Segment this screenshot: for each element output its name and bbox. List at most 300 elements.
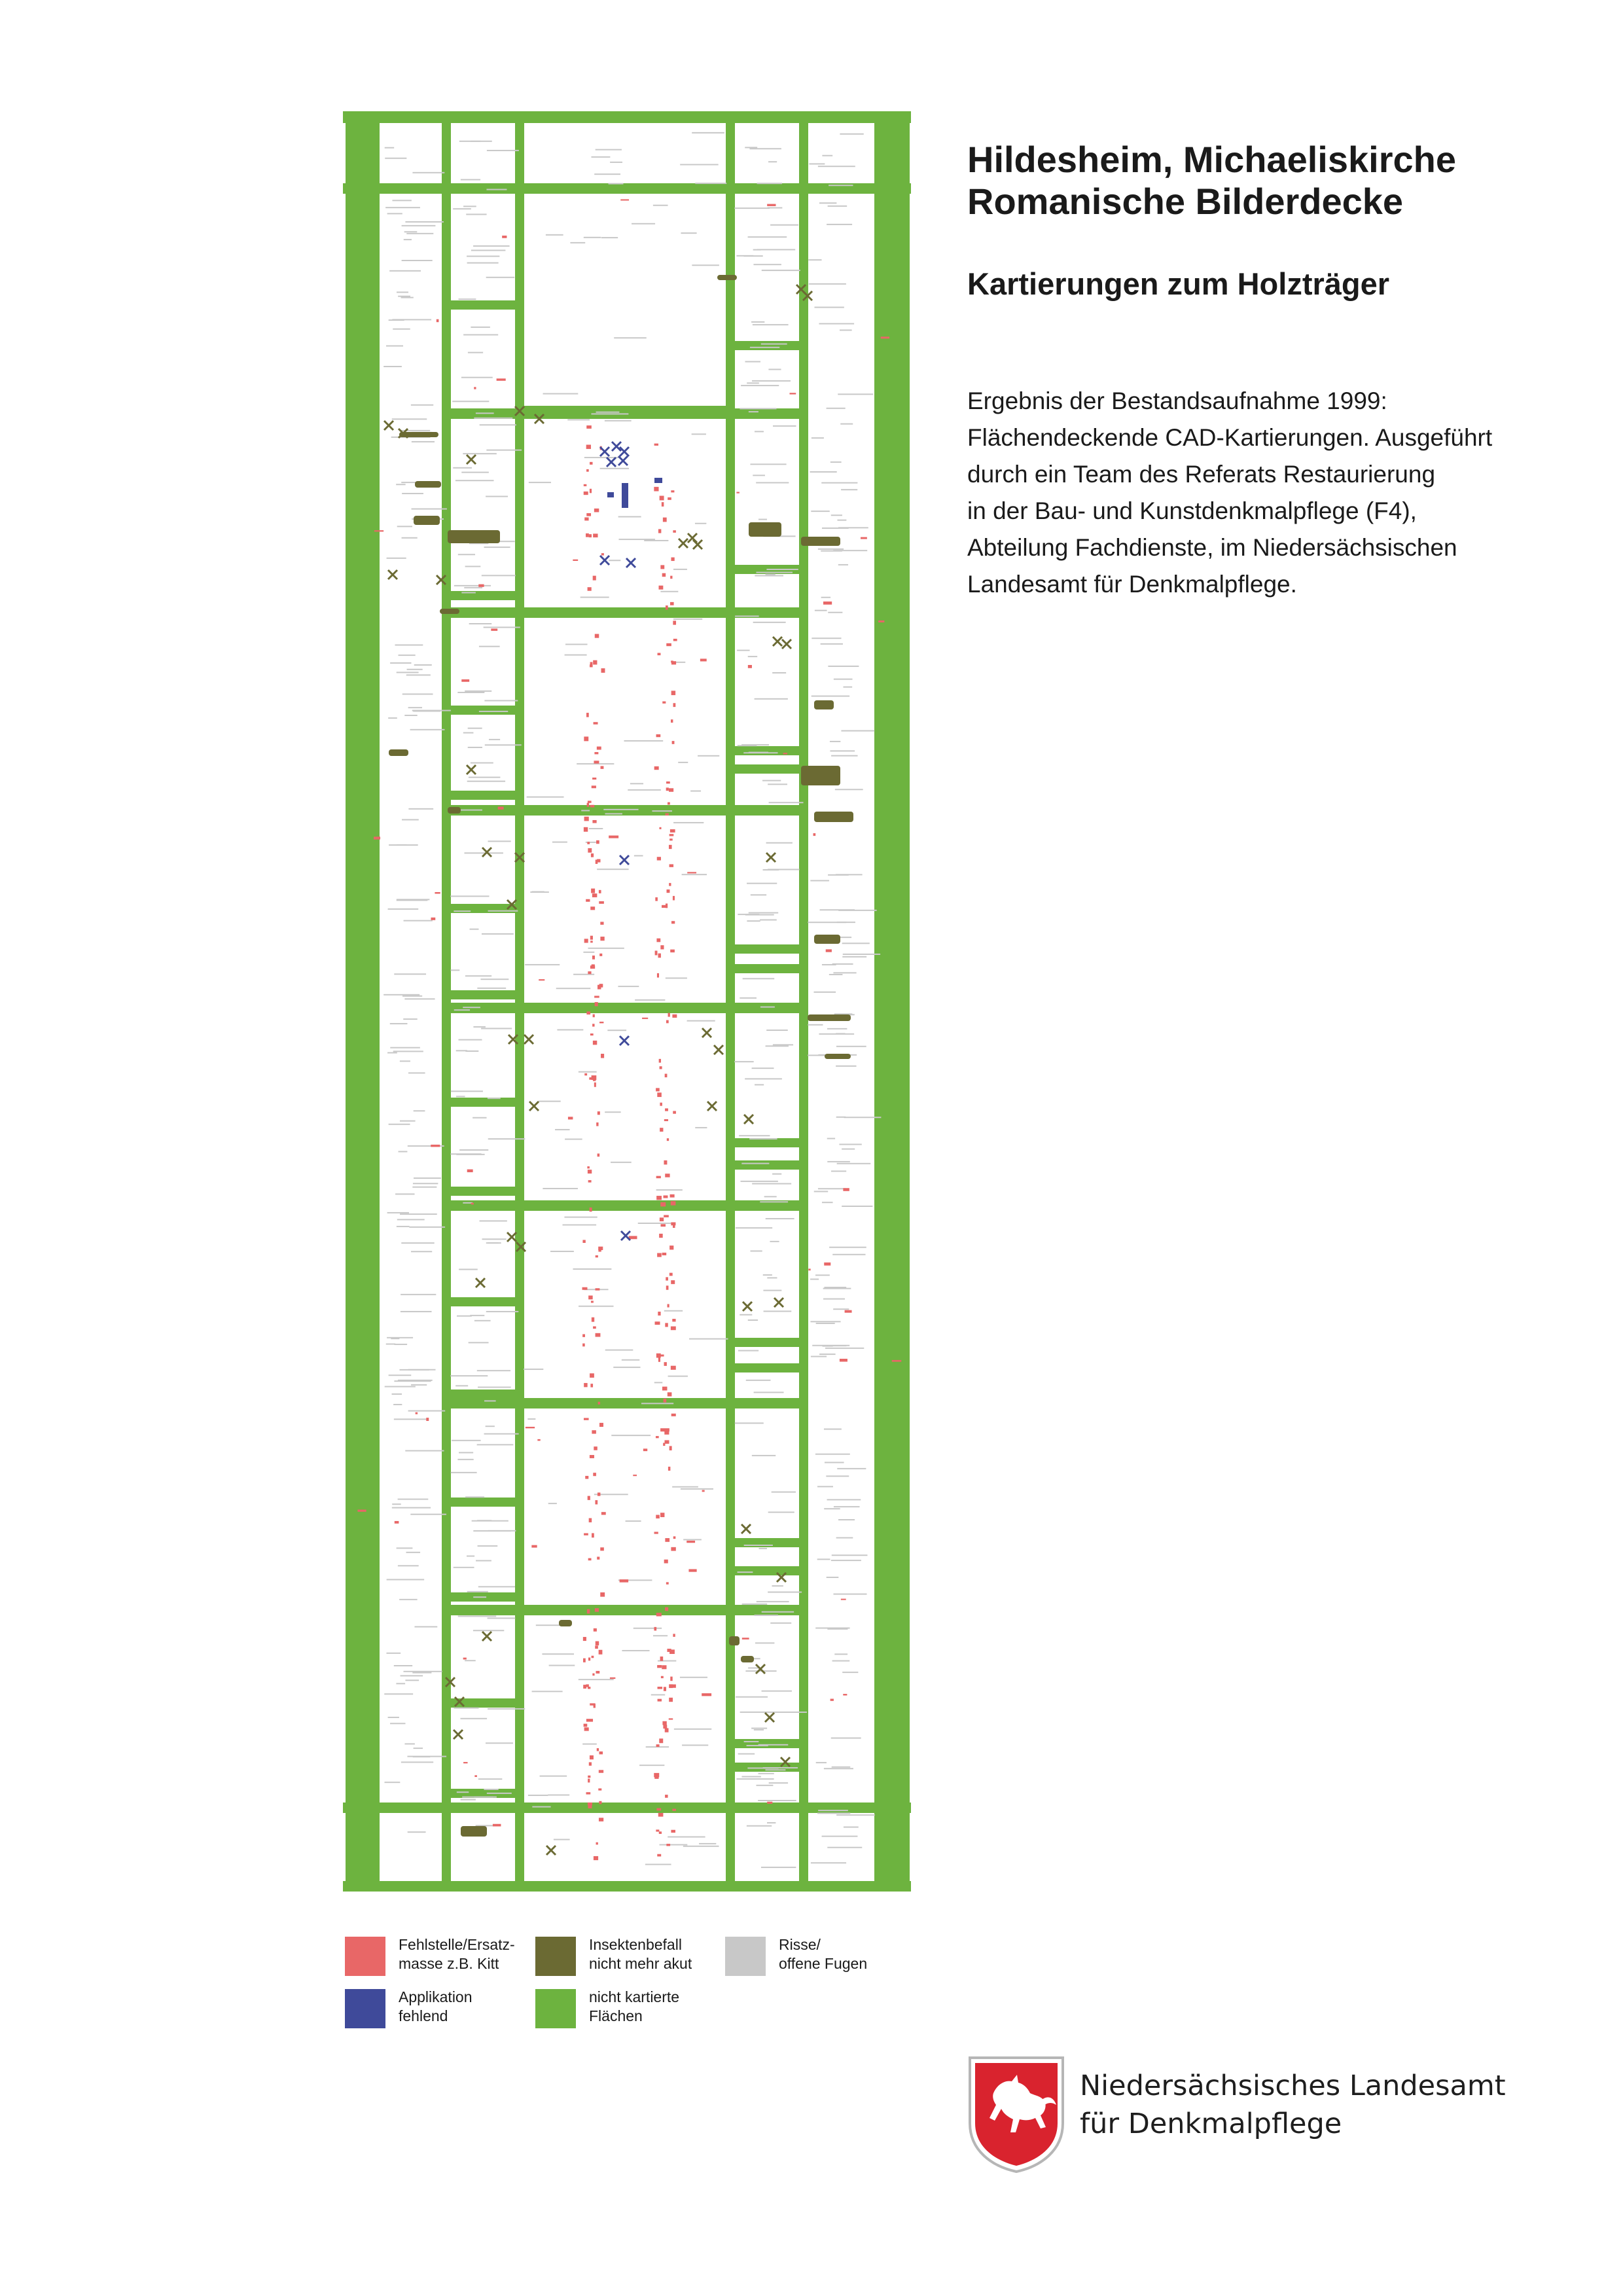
frame-bar: [730, 1363, 804, 1372]
loss-mark: [599, 890, 601, 893]
loss-mark: [841, 1599, 846, 1600]
crack-line: [397, 1547, 413, 1549]
crack-line: [549, 1665, 575, 1666]
crack-line: [822, 1202, 833, 1203]
crack-line: [474, 1320, 491, 1321]
crack-line: [548, 1503, 557, 1504]
crack-line: [632, 223, 655, 224]
loss-mark: [594, 761, 599, 763]
loss-mark: [596, 1842, 598, 1845]
loss-mark: [586, 469, 589, 472]
loss-mark: [845, 1310, 852, 1313]
loss-mark: [830, 1699, 834, 1701]
loss-mark: [688, 1569, 696, 1571]
crack-line: [749, 912, 778, 914]
loss-mark: [597, 1748, 599, 1751]
crack-line: [579, 1306, 614, 1307]
loss-mark: [592, 1533, 594, 1537]
crack-line: [755, 575, 783, 577]
crack-line: [744, 1741, 759, 1742]
crack-line: [755, 1615, 778, 1616]
crack-line: [822, 1836, 858, 1837]
crack-line: [457, 1316, 472, 1317]
crack-line: [678, 762, 688, 763]
crack-line: [836, 1537, 853, 1539]
ceiling-map: [343, 111, 911, 1892]
loss-mark: [590, 965, 595, 969]
crack-line: [565, 1139, 582, 1140]
loss-mark: [671, 660, 673, 662]
loss-mark: [478, 584, 484, 587]
loss-mark: [670, 576, 672, 579]
crack-line: [488, 1708, 525, 1710]
loss-mark: [596, 840, 599, 844]
crack-line: [459, 1268, 478, 1270]
crack-line: [832, 1554, 868, 1556]
frame-bar: [446, 1498, 520, 1507]
loss-mark: [588, 1180, 592, 1182]
loss-mark: [664, 1687, 666, 1691]
loss-mark: [656, 1088, 660, 1091]
legend-label-insect: Insektenbefall nicht mehr akut: [589, 1936, 692, 1972]
crack-line: [831, 1560, 861, 1561]
crack-line: [450, 895, 489, 897]
crack-line: [818, 1188, 846, 1189]
crack-line: [405, 221, 444, 223]
crack-line: [826, 1475, 849, 1477]
loss-mark: [435, 892, 440, 894]
loss-mark: [601, 1512, 606, 1515]
crack-line: [645, 1864, 671, 1865]
crack-line: [484, 547, 510, 548]
loss-mark: [823, 601, 832, 605]
crack-line: [740, 408, 776, 409]
crack-line: [461, 179, 480, 181]
crack-line: [687, 1020, 715, 1022]
lower-saxony-horse-shield-icon: [967, 2055, 1065, 2174]
loss-mark: [656, 1808, 661, 1811]
crack-line: [401, 1761, 433, 1763]
crack-line: [591, 413, 628, 414]
crack-line: [818, 548, 844, 550]
crack-line: [469, 777, 500, 778]
loss-mark: [593, 660, 597, 665]
loss-mark: [660, 1217, 664, 1221]
crack-line: [411, 1251, 432, 1252]
crack-line: [816, 1323, 835, 1324]
crack-line: [739, 1135, 770, 1136]
loss-mark: [666, 781, 670, 783]
loss-mark: [582, 1344, 585, 1347]
crack-line: [816, 1762, 827, 1763]
loss-mark: [660, 1066, 662, 1069]
loss-mark: [673, 1634, 675, 1637]
crack-line: [844, 1117, 882, 1118]
crack-line: [477, 1444, 514, 1445]
loss-mark: [671, 1327, 676, 1331]
crack-line: [811, 511, 829, 512]
loss-mark: [592, 785, 596, 788]
loss-mark: [586, 425, 592, 429]
crack-line: [828, 666, 859, 667]
crack-line: [770, 1623, 791, 1624]
crack-line: [387, 1579, 424, 1580]
crack-line: [819, 323, 854, 325]
crack-line: [656, 1189, 683, 1191]
crack-line: [409, 1227, 445, 1228]
crack-line: [471, 141, 492, 142]
loss-mark: [591, 889, 595, 893]
crack-line: [563, 1224, 597, 1225]
loss-mark: [431, 918, 435, 920]
crack-line: [664, 1310, 683, 1312]
loss-mark: [584, 517, 588, 520]
crack-line: [392, 1393, 402, 1395]
crack-line: [455, 480, 494, 481]
crack-line: [610, 162, 622, 163]
loss-mark: [665, 1607, 668, 1611]
crack-line: [766, 1030, 788, 1031]
loss-mark: [584, 827, 588, 832]
crack-line: [481, 1028, 512, 1029]
loss-mark: [671, 719, 673, 723]
crack-line: [402, 493, 423, 494]
crack-line: [838, 393, 873, 395]
crack-line: [828, 874, 849, 876]
crack-line: [844, 1827, 859, 1828]
crack-line: [772, 1585, 783, 1587]
crack-line: [412, 509, 447, 510]
loss-mark: [656, 1436, 659, 1438]
loss-mark: [594, 752, 598, 754]
crack-line: [404, 920, 433, 922]
crack-line: [489, 739, 500, 740]
frame-bar: [442, 111, 451, 1892]
loss-mark: [668, 497, 671, 500]
loss-mark: [599, 1818, 603, 1821]
crack-line: [468, 747, 482, 748]
crack-line: [414, 1177, 441, 1179]
crack-line: [768, 1592, 802, 1593]
logo-wordmark: [1080, 2067, 1506, 2143]
crack-line: [753, 622, 786, 623]
crack-line: [395, 644, 423, 645]
loss-mark: [826, 949, 832, 952]
crack-line: [758, 1744, 789, 1746]
crack-line: [474, 1797, 493, 1798]
frame-bar: [343, 1881, 911, 1892]
loss-mark: [660, 1202, 666, 1206]
crack-line: [742, 1604, 768, 1605]
crack-line: [451, 1472, 477, 1473]
crack-line: [532, 1806, 550, 1808]
loss-mark: [667, 1649, 671, 1652]
crack-line: [473, 1530, 510, 1532]
loss-mark: [590, 936, 593, 940]
loss-mark: [667, 889, 670, 893]
crack-line: [388, 717, 397, 719]
crack-line: [397, 526, 412, 527]
loss-mark: [491, 628, 497, 630]
crack-line: [639, 1765, 664, 1766]
loss-mark: [599, 1650, 603, 1655]
crack-line: [399, 1599, 417, 1600]
loss-mark: [654, 444, 658, 446]
loss-mark: [660, 1428, 669, 1431]
loss-mark: [586, 444, 591, 448]
crack-line: [842, 1149, 855, 1150]
loss-mark: [531, 1545, 537, 1548]
loss-mark: [668, 1467, 670, 1471]
crack-line: [809, 283, 846, 285]
loss-mark: [587, 1166, 589, 1168]
crack-line: [827, 1161, 850, 1162]
crack-line: [591, 156, 610, 158]
loss-mark: [474, 387, 476, 389]
crack-line: [633, 1628, 662, 1629]
loss-mark: [600, 922, 603, 924]
loss-mark: [665, 1728, 669, 1732]
loss-mark: [657, 973, 659, 978]
frame-bar: [730, 944, 804, 954]
crack-line: [453, 208, 471, 209]
crack-line: [465, 975, 491, 977]
crack-line: [738, 914, 759, 915]
loss-mark: [783, 753, 787, 754]
crack-line: [755, 1084, 764, 1085]
crack-line: [486, 277, 514, 278]
crack-line: [463, 1007, 480, 1008]
loss-mark: [597, 1556, 599, 1559]
crack-line: [390, 1023, 408, 1024]
loss-mark: [610, 1677, 615, 1679]
loss-mark: [471, 1203, 474, 1205]
loss-mark: [595, 1645, 598, 1649]
crack-line: [478, 1545, 498, 1547]
loss-mark: [597, 1492, 600, 1496]
loss-mark: [673, 1536, 676, 1539]
loss-mark: [582, 1334, 585, 1336]
logo-line-2: für Denkmalpflege: [1080, 2108, 1342, 2140]
crack-line: [830, 461, 842, 463]
frame-bar: [726, 111, 735, 1892]
insect-patch: [741, 1656, 754, 1662]
loss-mark: [655, 897, 658, 901]
loss-mark: [584, 1727, 589, 1731]
crack-line: [459, 1452, 473, 1453]
crack-line: [467, 1556, 474, 1557]
loss-mark: [431, 1145, 440, 1147]
crack-line: [735, 1422, 764, 1424]
crack-line: [829, 185, 853, 186]
crack-line: [524, 1369, 543, 1370]
frame-bar: [446, 1200, 804, 1211]
loss-mark: [592, 778, 596, 780]
crack-line: [482, 1238, 507, 1240]
loss-mark: [662, 502, 664, 507]
crack-line: [769, 802, 804, 803]
loss-mark: [666, 814, 669, 816]
loss-mark: [467, 1170, 473, 1172]
crack-line: [393, 1050, 423, 1052]
crack-line: [751, 894, 766, 895]
crack-line: [394, 1418, 427, 1420]
loss-mark: [669, 1446, 672, 1450]
crack-line: [839, 1143, 861, 1145]
crack-line: [401, 1294, 436, 1295]
loss-mark: [584, 736, 588, 741]
crack-line: [471, 250, 505, 251]
crack-line: [601, 237, 618, 238]
loss-mark: [586, 713, 589, 717]
crack-line: [412, 172, 444, 173]
description: [967, 383, 1589, 603]
crack-line: [467, 256, 499, 257]
loss-mark: [671, 1414, 676, 1416]
crack-line: [465, 1660, 476, 1661]
crack-line: [389, 1374, 412, 1376]
crack-line: [815, 1274, 830, 1276]
loss-mark: [667, 1138, 669, 1141]
crack-line: [842, 1206, 872, 1207]
crack-line: [404, 1671, 442, 1672]
crack-line: [453, 467, 472, 469]
crack-line: [674, 1729, 711, 1730]
crack-line: [613, 1367, 640, 1368]
crack-line: [486, 496, 508, 497]
crack-line: [399, 655, 416, 656]
crack-line: [654, 1382, 663, 1383]
loss-mark: [669, 1698, 673, 1702]
loss-mark: [670, 829, 675, 833]
uncharted-frame: [343, 111, 911, 1892]
crack-line: [842, 1672, 858, 1673]
crack-line: [741, 744, 769, 745]
title-line-2: Romanische Bilderdecke: [967, 181, 1404, 222]
loss-mark: [671, 1366, 676, 1370]
loss-mark: [664, 1160, 667, 1164]
crack-line: [451, 969, 460, 971]
insect-patch: [440, 609, 459, 614]
loss-mark: [767, 1802, 772, 1804]
loss-mark: [655, 951, 658, 956]
crack-line: [638, 1223, 671, 1224]
crack-line: [824, 1508, 840, 1509]
crack-line: [770, 1241, 779, 1242]
crack-line: [457, 1791, 469, 1793]
loss-mark: [590, 1703, 595, 1705]
crack-line: [588, 948, 624, 949]
crack-line: [484, 1433, 519, 1435]
frame-bar: [446, 1297, 520, 1306]
crack-line: [564, 1217, 597, 1218]
crack-line: [412, 441, 435, 442]
loss-mark: [673, 896, 675, 901]
loss-mark: [593, 1041, 597, 1045]
loss-mark: [584, 492, 588, 495]
crack-line: [835, 789, 863, 790]
insect-patch: [814, 812, 853, 822]
loss-mark: [592, 1656, 594, 1658]
crack-line: [745, 1078, 782, 1079]
crack-line: [463, 334, 498, 336]
loss-mark: [669, 834, 674, 836]
crack-line: [653, 205, 668, 206]
insect-patch: [814, 935, 840, 944]
crack-line: [838, 564, 848, 565]
crack-line: [757, 183, 783, 184]
crack-line: [821, 597, 830, 598]
crack-line: [396, 484, 405, 485]
frame-bar: [446, 1098, 520, 1107]
insect-patch: [461, 1826, 487, 1837]
crack-line: [609, 560, 620, 561]
loss-mark: [813, 833, 816, 836]
loss-mark: [620, 199, 629, 200]
crack-line: [385, 147, 394, 149]
crack-line: [695, 1127, 707, 1128]
crack-line: [479, 711, 508, 712]
loss-mark: [673, 639, 677, 641]
loss-mark: [666, 605, 668, 609]
crack-line: [465, 691, 491, 692]
loss-mark: [664, 1195, 668, 1198]
loss-mark: [590, 1384, 593, 1387]
crack-line: [478, 1387, 511, 1388]
loss-mark: [654, 1532, 658, 1534]
crack-line: [747, 382, 759, 384]
crack-line: [752, 380, 791, 382]
crack-line: [760, 1201, 788, 1202]
crack-line: [834, 679, 853, 680]
crack-line: [402, 537, 418, 539]
loss-mark: [594, 509, 599, 512]
frame-bar: [343, 183, 911, 194]
crack-line: [736, 1227, 772, 1229]
loss-mark: [662, 905, 666, 908]
crack-line: [808, 259, 821, 260]
loss-mark: [665, 1538, 669, 1542]
crack-line: [402, 260, 433, 261]
crack-line: [525, 964, 560, 965]
frame-bar: [446, 1605, 804, 1615]
crack-line: [750, 347, 779, 348]
crack-line: [530, 891, 549, 893]
loss-mark: [661, 1224, 666, 1227]
crack-line: [681, 232, 696, 234]
crack-line: [467, 262, 499, 264]
loss-mark: [643, 1448, 647, 1451]
loss-mark: [664, 1560, 668, 1564]
loss-mark: [666, 1844, 670, 1846]
crack-line: [463, 453, 496, 454]
crack-line: [389, 270, 421, 272]
crack-line: [385, 158, 406, 159]
loss-mark: [673, 530, 676, 533]
crack-line: [809, 163, 825, 164]
crack-line: [474, 418, 512, 419]
loss-mark: [662, 1387, 667, 1391]
frame-bar: [730, 1338, 804, 1347]
crack-line: [458, 1615, 497, 1617]
crack-line: [391, 1338, 399, 1339]
crack-line: [822, 155, 832, 156]
loss-mark: [656, 734, 661, 737]
loss-mark: [664, 1399, 667, 1403]
insect-patch: [448, 807, 461, 814]
loss-mark: [657, 857, 661, 860]
loss-mark: [673, 620, 676, 624]
